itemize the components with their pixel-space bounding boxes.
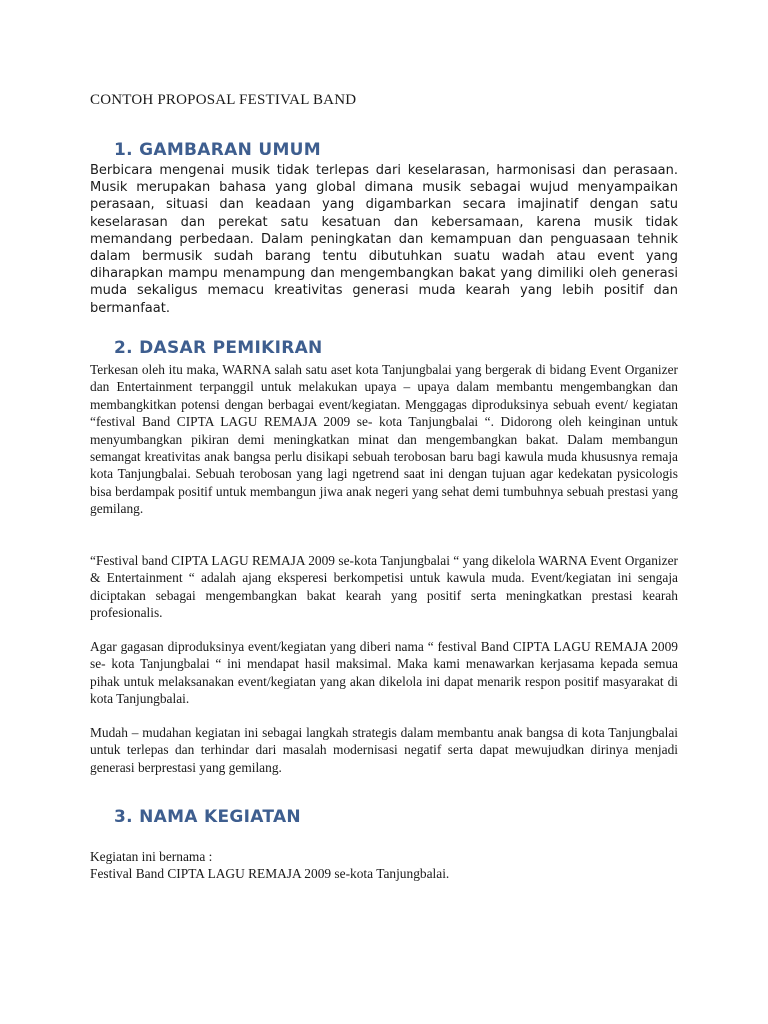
document-title: CONTOH PROPOSAL FESTIVAL BAND bbox=[90, 92, 357, 108]
nama-kegiatan-intro: Kegiatan ini bernama : bbox=[90, 849, 213, 864]
paragraph-gambaran-umum: Berbicara mengenai musik tidak terlepas dari keselarasan, harmonisasi dan perasaan. Musik merupakan bahasa yang global dimana musik sebagai wujud menyampaikan perasaan, situasi dan keadaan yang digambarkan secara imajinatif dengan satu keselarasan dan perekat satu kesatuan dan kebersamaan, karena musik tidak memandang perbedaan. Dalam peningkatan dan kemampuan dan penguasaan tehnik dalam bermusik sudah barang tentu dibutuhkan suatu wadah atau event yang diharapkan mampu menampung dan mengembangkan bakat yang dimiliki oleh generasi muda sekaligus memacu kreativitas generasi muda kearah yang lebih positif dan bermanfaat. bbox=[90, 163, 678, 316]
heading-dasar-pemikiran: 2. DASAR PEMIKIRAN bbox=[114, 338, 323, 358]
nama-kegiatan-block bbox=[90, 848, 678, 883]
paragraph-dasar-pemikiran-3: Agar gagasan diproduksinya event/kegiatan yang diberi nama “ festival Band CIPTA LAGU REMAJA 2009 se- kota Tanjungbalai “ ini mendapat hasil maksimal. Maka kami menawarkan kerjasama kepada semua pihak untuk melaksanakan event/kegiatan yang akan dikelola ini dapat menarik respon positif masyarakat di kota Tanjungbalai. bbox=[90, 639, 678, 707]
heading-nama-kegiatan: 3. NAMA KEGIATAN bbox=[114, 807, 301, 827]
paragraph-dasar-pemikiran-4: Mudah – mudahan kegiatan ini sebagai langkah strategis dalam membantu anak bangsa di kota Tanjungbalai untuk terlepas dan terhindar dari masalah modernisasi negatif serta dapat mewujudkan dirinya menjadi generasi berprestasi yang gemilang. bbox=[90, 725, 678, 775]
heading-gambaran-umum: 1. GAMBARAN UMUM bbox=[114, 140, 321, 160]
paragraph-dasar-pemikiran-1: Terkesan oleh itu maka, WARNA salah satu aset kota Tanjungbalai yang bergerak di bidang Event Organizer dan Entertainment terpanggil untuk melakukan upaya – upaya dalam membantu mengembangkan dan membangkitkan potensi dengan berbagai event/kegiatan. Menggagas diproduksinya sebuah event/ kegiatan “festival Band CIPTA LAGU REMAJA 2009 se- kota Tanjungbalai “. Didorong oleh keinginan untuk menyumbangkan pikiran demi meningkatkan minat dan mengembangkan bakat. Dalam membangun semangat kreativitas anak bangsa perlu disikapi sebuah terobosan baru bagi kawula muda khususnya remaja kota Tanjungbalai. Sebuah terobosan yang lagi ngetrend saat ini dengan tujuan agar kedekatan pysicologis bisa berdampak positif untuk membangun jiwa anak negeri yang sehat demi tumbuhnya sebuah prestasi yang gemilang. bbox=[90, 362, 678, 517]
paragraph-dasar-pemikiran-2: “Festival band CIPTA LAGU REMAJA 2009 se-kota Tanjungbalai “ yang dikelola WARNA Event Organizer & Entertainment “ adalah ajang eksperesi berkompetisi untuk kawula muda. Event/kegiatan ini sengaja diciptakan sebagai mengembangkan bakat kearah yang positif serta meningkatkan prestasi kearah profesionalis. bbox=[90, 553, 678, 621]
nama-kegiatan-value: Festival Band CIPTA LAGU REMAJA 2009 se-kota Tanjungbalai. bbox=[90, 866, 450, 882]
